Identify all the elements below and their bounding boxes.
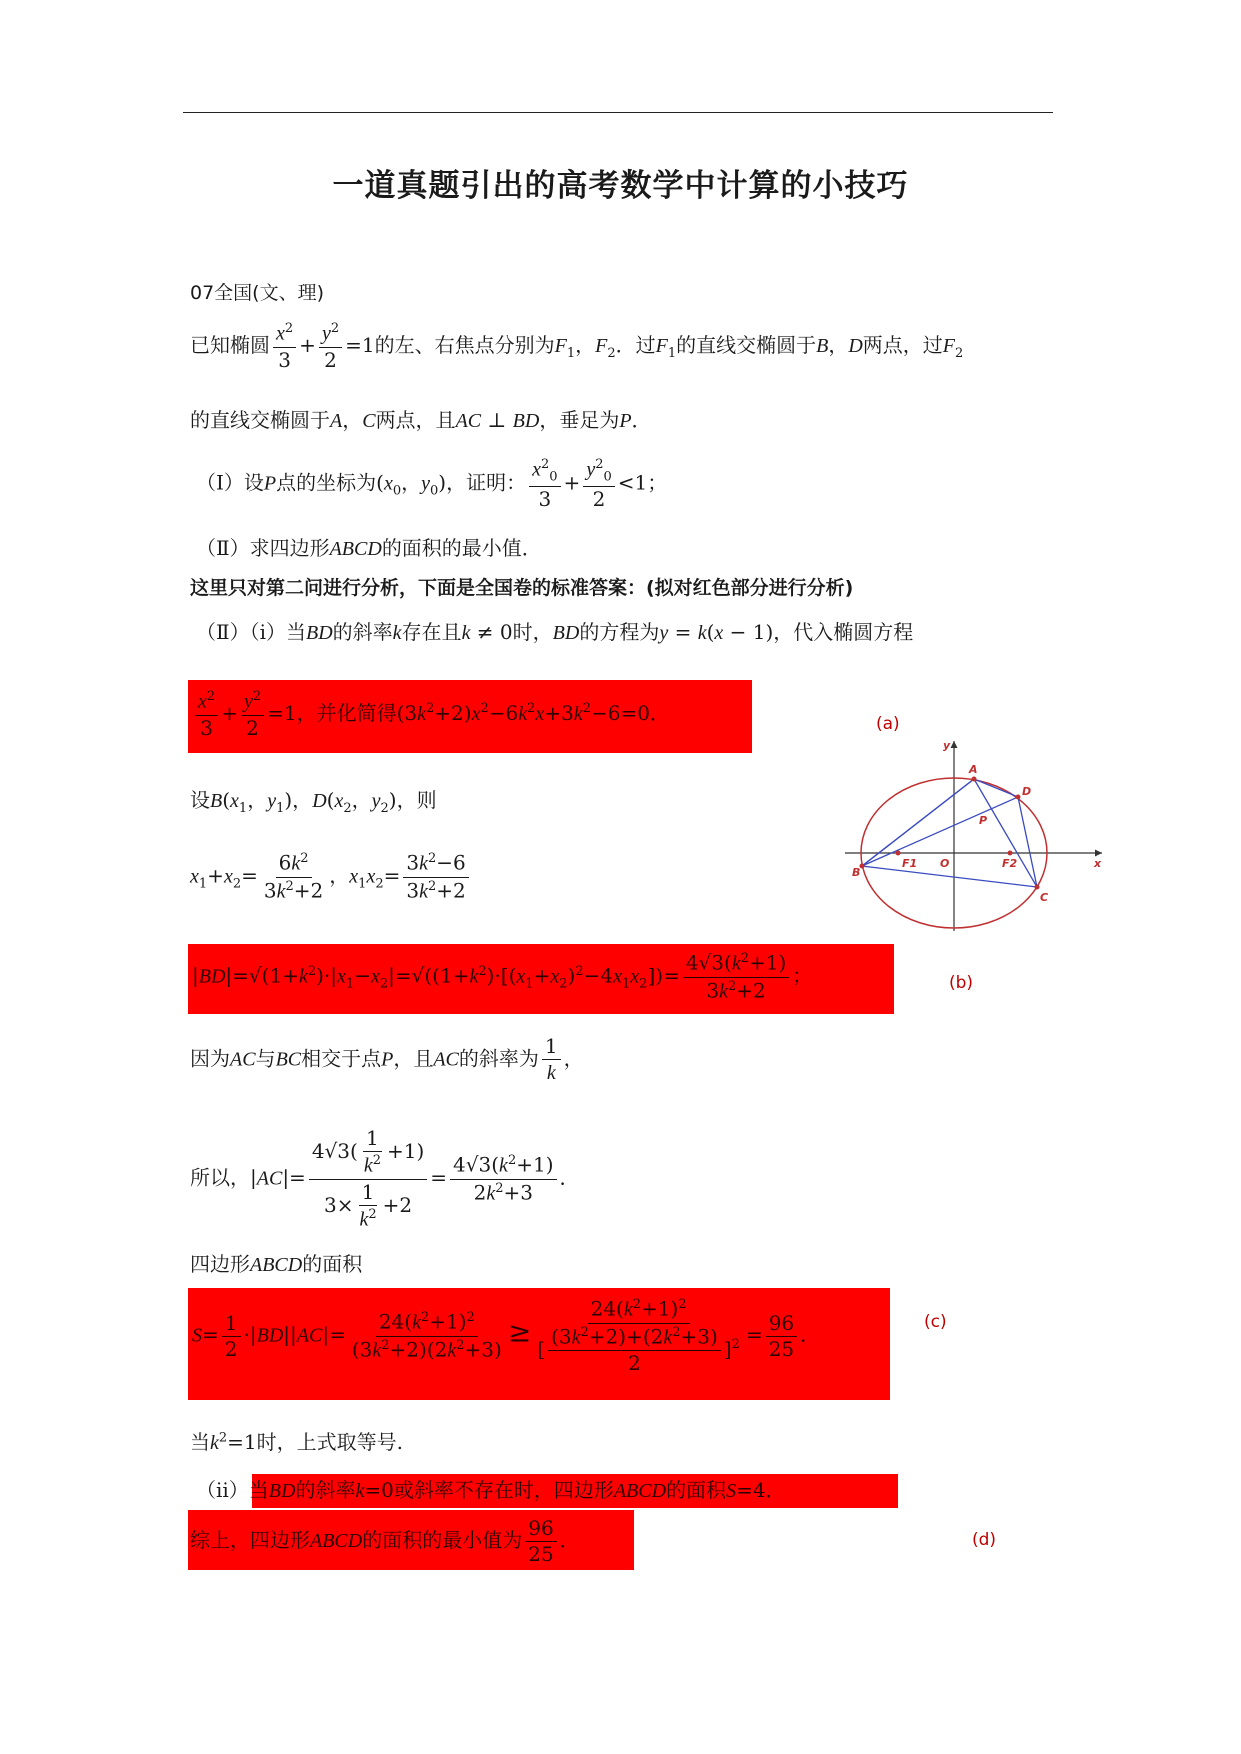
answer-i: （Ⅱ）（ⅰ）当BD的斜率k存在且k ≠ 0时，BD的方程为y = k(x − 1)，代入椭圆方程 (196, 620, 914, 644)
equation-c: S= $\frac{1}{2}$ ·|BD||AC|= $\frac{24(k^2+1)^2}{(3k^2+2)(2k^2+3)}$ ≥ $24(k^2+1)^2$ [ $\frac{(3k^2+2)+(2k^2+3)}{2}$ ]$^2$ = $\frac{96}{25}$ ． (192, 1296, 821, 1376)
question-2: （Ⅱ）求四边形ABCD的面积的最小值． (196, 536, 542, 560)
label-b: (b) (949, 973, 974, 993)
point-o: O (940, 857, 950, 870)
point-a: A (969, 763, 978, 776)
point-d: D (1022, 785, 1032, 798)
conclusion: 综上，四边形ABCD的面积的最小值为 $\frac{96}{25}$ ． (190, 1516, 580, 1566)
label-c: (c) (924, 1312, 947, 1332)
ac-length: 所以，|AC|= 4√3( $\frac{1}{k^2}$ +1) 3× $\frac{1}{k^2}$ +2 = $\frac{4√3(k^2+1)}{2k^2+3}$ ． (190, 1126, 580, 1231)
page-title: 一道真题引出的高考数学中计算的小技巧 (332, 168, 909, 204)
equality-line: 当$k^2=1$时，上式取等号. (190, 1430, 404, 1454)
point-p: P (979, 814, 988, 827)
ellipse-figure (840, 735, 1110, 935)
line-bd (862, 797, 1018, 866)
note-text: 这里只对第二问进行分析，下面是全国卷的标准答案：(拟对红色部分进行分析) (190, 577, 854, 599)
problem-line-2: 的直线交椭圆于A，C两点，且AC ⊥ BD，垂足为P． (190, 408, 652, 432)
equation-a: $\frac{x^2}{3}$ + $\frac{y^2}{2}$ =1，并化简得$(3k^2+2)x^2-6k^2x+3k^2-6=0$． (192, 690, 670, 739)
point-c: C (1040, 891, 1049, 904)
header-rule (183, 112, 1053, 113)
label-a: (a) (876, 714, 900, 734)
point-f1: F1 (902, 857, 918, 870)
equation-b: $|BD|=√(1+k^2)\cdot|x_1-x_2|=√((1+k^2)\cdot[(x_1+x_2)^2-4x_1x_2])=$ $\frac{4√3(k^2+1)}{3k^2+2}$ ； (192, 950, 813, 1003)
vieta-formula: $x_1+x_2=$ $\frac{6k^2}{3k^2+2}$ ，$x_1x_2=$ $\frac{3k^2-6}{3k^2+2}$ (190, 852, 472, 902)
area-title: 四边形ABCD的面积 (190, 1252, 363, 1276)
case-ii: （ⅱ）当BD的斜率k=0或斜率不存在时，四边形ABCD的面积S=4． (196, 1478, 786, 1502)
axis-x-label: x (1094, 857, 1102, 870)
quadrilateral-abcd (862, 779, 1037, 887)
label-d: (d) (972, 1530, 997, 1550)
source-label: 07全国(文、理) (190, 282, 325, 304)
set-points: 设$B(x_1$，$y_1$)，$D(x_2$，$y_2$)，则 (190, 788, 437, 816)
point-f2: F2 (1002, 857, 1018, 870)
because-line: 因为AC与BC相交于点P，且AC的斜率为 $\frac{1}{k}$ ， (190, 1034, 584, 1084)
point-b: B (852, 866, 861, 879)
problem-line-1: 已知椭圆 $\frac{x^2}{3}$ + $\frac{y^2}{2}$ =1的左、右焦点分别为$F_1$，$F_2$．过$F_1$的直线交椭圆于B，D两点，过$F_2$ (190, 321, 964, 372)
question-1: （Ⅰ）设P点的坐标为($x_0$，$y_0$)，证明： $\frac{x^2_0}{3}$ + $\frac{y^2_0}{2}$ <1； (196, 457, 668, 512)
axis-y-label: y (943, 739, 951, 752)
